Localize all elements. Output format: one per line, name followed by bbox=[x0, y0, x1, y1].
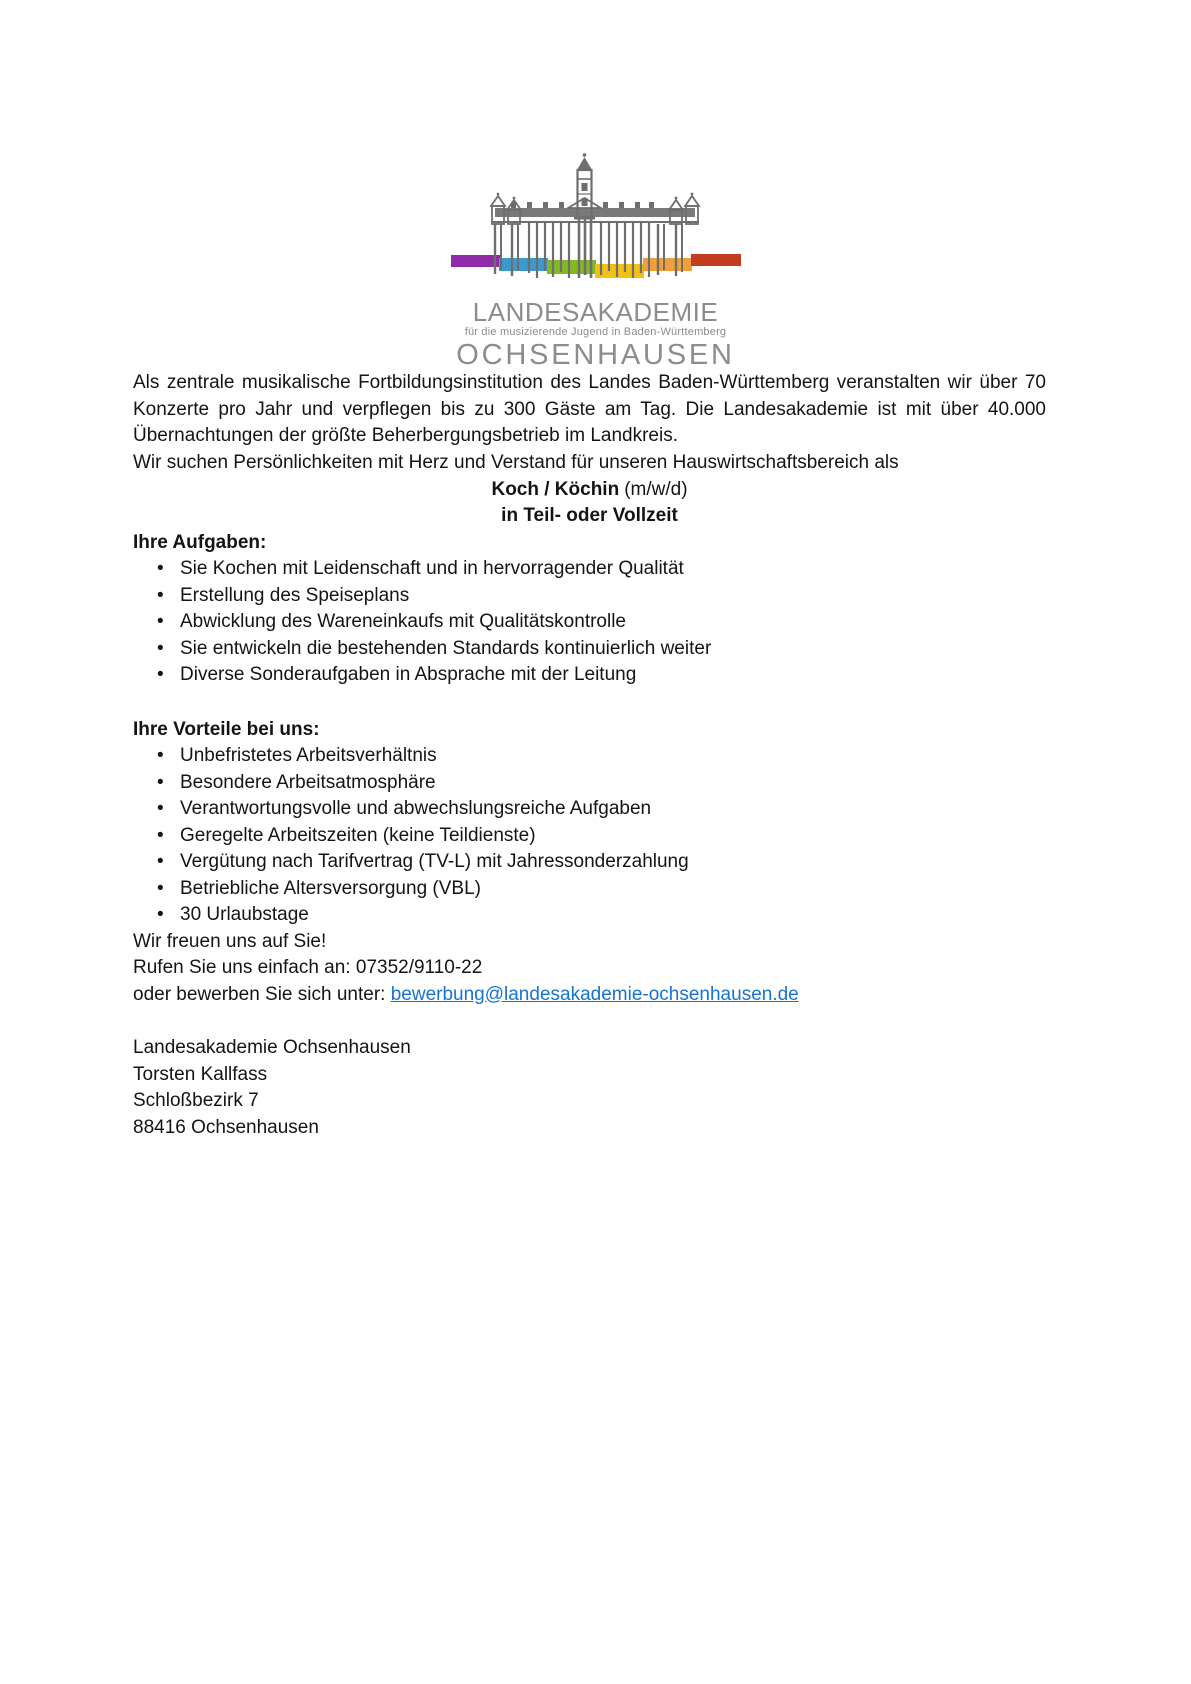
address-block bbox=[133, 1035, 1046, 1141]
logo-subtitle: für die musizierende Jugend in Baden-Württemberg bbox=[464, 326, 727, 338]
logo-city: OCHSENHAUSEN bbox=[456, 339, 735, 371]
email-link[interactable]: bewerbung@landesakademie-ochsenhausen.de bbox=[390, 983, 799, 1005]
benefit-item: • 30 Urlaubstage bbox=[133, 902, 1046, 929]
benefits-heading: Ihre Vorteile bei uns: bbox=[133, 718, 320, 740]
contact-lines bbox=[133, 955, 1046, 1008]
benefit-item: • Betriebliche Altersversorgung (VBL) bbox=[133, 876, 1046, 903]
apply-line-prefix: oder bewerben Sie sich unter: bbox=[133, 983, 391, 1005]
task-item: • Diverse Sonderaufgaben in Absprache mit der Leitung bbox=[133, 662, 1046, 689]
benefit-item: • Besondere Arbeitsatmosphäre bbox=[133, 770, 1046, 797]
address-organization: Landesakademie Ochsenhausen bbox=[133, 1037, 411, 1058]
task-item: • Abwicklung des Wareneinkaufs mit Qualitätskontrolle bbox=[133, 609, 1046, 636]
tasks-list bbox=[133, 556, 1046, 689]
task-item: • Sie Kochen mit Leidenschaft und in hervorragender Qualität bbox=[133, 556, 1046, 583]
phone-line-prefix: Rufen Sie uns einfach an: bbox=[133, 957, 356, 978]
benefit-item: • Verantwortungsvolle und abwechslungsreiche Aufgaben bbox=[133, 796, 1046, 823]
job-subtitle: in Teil- oder Vollzeit bbox=[501, 505, 678, 526]
logo-title: LANDESAKADEMIE bbox=[472, 297, 719, 327]
task-item: • Erstellung des Speiseplans bbox=[133, 583, 1046, 610]
farewell-text: Wir freuen uns auf Sie! bbox=[133, 930, 327, 952]
job-title-role: Koch / Köchin bbox=[491, 478, 620, 500]
benefit-item: • Geregelte Arbeitszeiten (keine Teildienste) bbox=[133, 823, 1046, 850]
phone-number: 07352/9110-22 bbox=[355, 957, 483, 978]
benefit-item: • Vergütung nach Tarifvertrag (TV-L) mit Jahressonderzahlung bbox=[133, 849, 1046, 876]
address-contact-person: Torsten Kallfass bbox=[133, 1063, 268, 1085]
job-title bbox=[133, 477, 1046, 504]
address-city: 88416 Ochsenhausen bbox=[133, 1116, 319, 1138]
benefit-item: • Unbefristetes Arbeitsverhältnis bbox=[133, 743, 1046, 770]
monastery-building-illustration bbox=[451, 152, 741, 280]
address-street: Schloßbezirk 7 bbox=[133, 1090, 259, 1111]
document-body bbox=[133, 370, 1046, 1141]
job-title-gender-suffix: (m/w/d) bbox=[624, 478, 688, 500]
intro-paragraph: Als zentrale musikalische Fortbildungsinstitution des Landes Baden-Württemberg veranstalten wir über 70 Konzerte pro Jahr und verpflegen bis zu 300 Gäste am Tag. Die Landesakademie ist mit über 40.000 Übernachtungen der größte Beherbergungsbetrieb im Landkreis. bbox=[133, 372, 1046, 446]
benefits-list bbox=[133, 743, 1046, 929]
logo-artwork bbox=[451, 152, 741, 280]
tasks-heading: Ihre Aufgaben: bbox=[133, 531, 267, 553]
seeking-paragraph: Wir suchen Persönlichkeiten mit Herz und Verstand für unseren Hauswirtschaftsbereich als bbox=[133, 452, 899, 473]
academy-logo bbox=[451, 152, 741, 370]
task-item: • Sie entwickeln die bestehenden Standards kontinuierlich weiter bbox=[133, 636, 1046, 663]
